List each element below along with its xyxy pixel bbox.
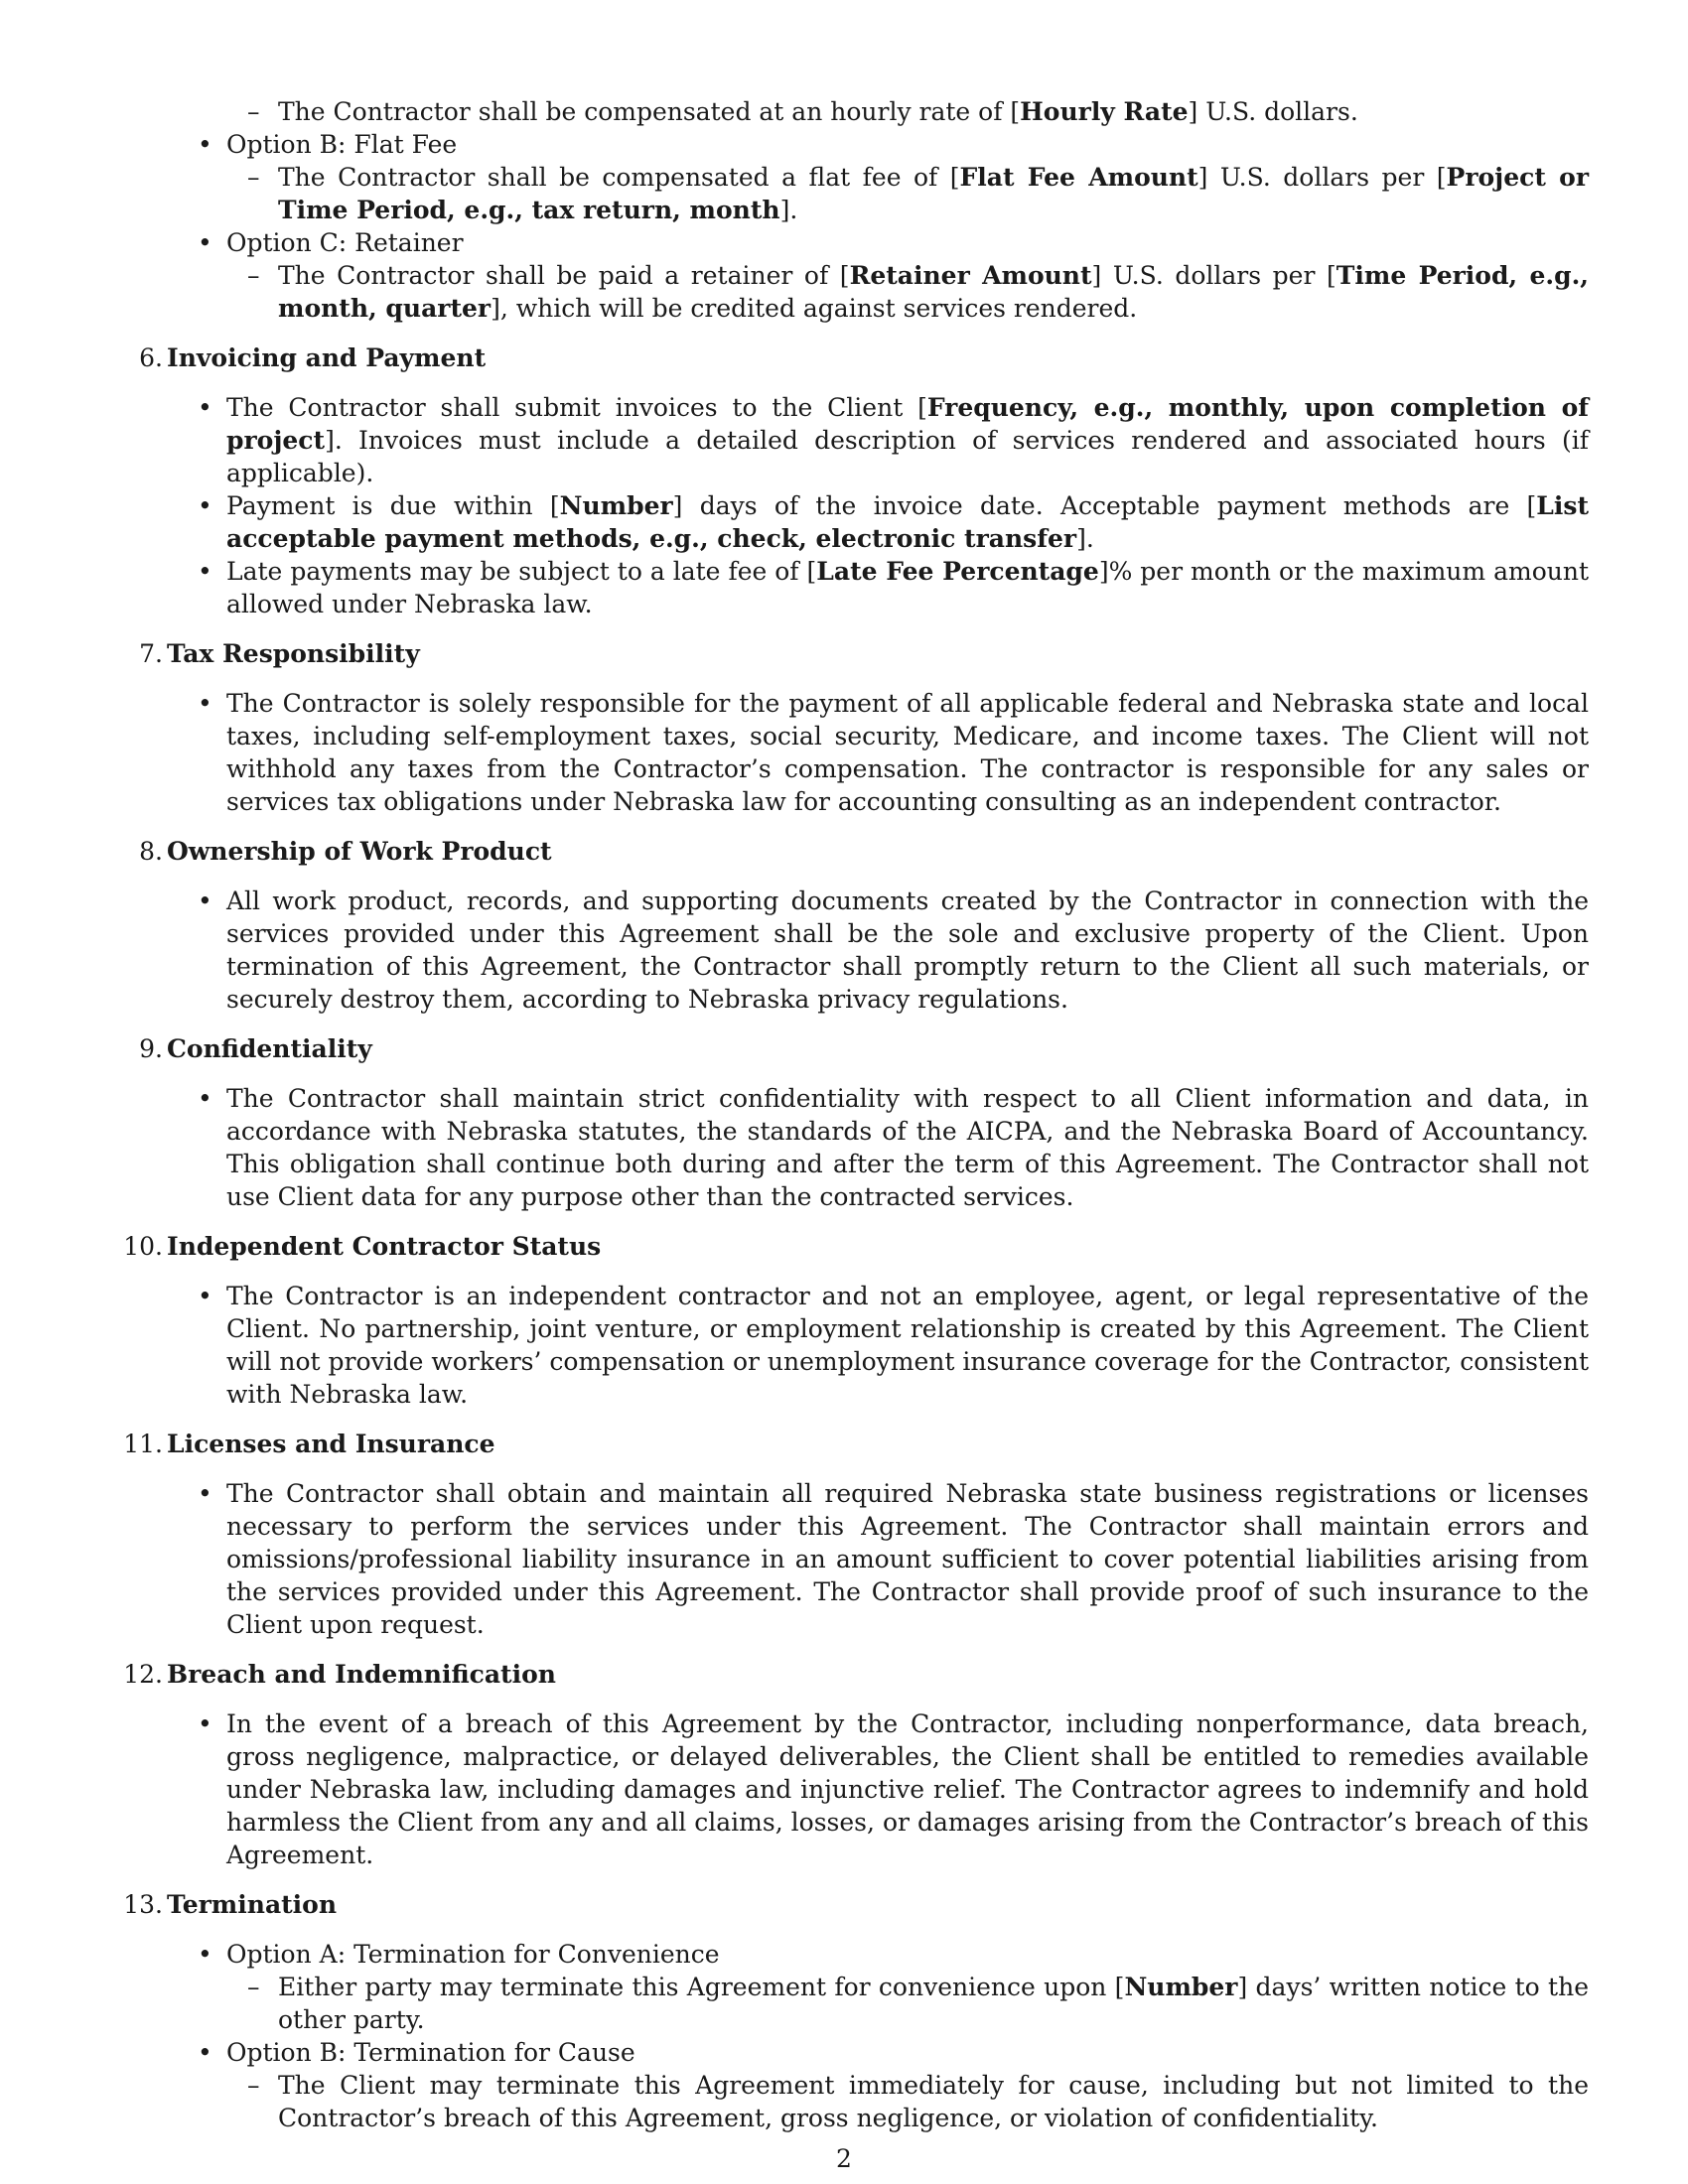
bullet-marker: •: [198, 2038, 212, 2067]
page-content: [125, 95, 1589, 2134]
termination-option-a-detail: – Either party may terminate this Agreement for convenience upon [Number] days’ written notice to the other party.: [247, 1973, 1589, 2034]
dash-marker: –: [247, 163, 260, 192]
invoicing-item-1: • The Contractor shall submit invoices to the Client [Frequency, e.g., monthly, upon completion of project]. Invoices must include a detailed description of services rendered and associated hours (if applicable).: [198, 393, 1589, 487]
section-number: 10.: [123, 1232, 163, 1261]
option-c-detail: – The Contractor shall be paid a retainer of [Retainer Amount] U.S. dollars per [Time Period, e.g., month, quarter], which will be credited against services rendered.: [247, 261, 1589, 323]
placeholder-notice-days: Number: [1124, 1973, 1238, 2001]
section-number: 9.: [139, 1034, 163, 1063]
option-b-detail: – The Contractor shall be compensated a flat fee of [Flat Fee Amount] U.S. dollars per [Project or Time Period, e.g., tax return, month].: [247, 163, 1589, 224]
dash-marker: –: [247, 2071, 260, 2100]
section-number: 6.: [139, 343, 163, 372]
dash-marker: –: [247, 1973, 260, 2001]
section-number: 8.: [139, 837, 163, 866]
termination-option-b-detail: – The Client may terminate this Agreement immediately for cause, including but not limited to the Contractor’s breach of this Agreement, gross negligence, or violation of confidentiality.: [247, 2071, 1589, 2132]
section-heading-licenses: 11. Licenses and Insurance: [123, 1430, 495, 1458]
invoicing-item-2: • Payment is due within [Number] days of the invoice date. Acceptable payment methods are [List acceptable payment methods, e.g., check, electronic transfer].: [198, 491, 1589, 553]
bullet-marker: •: [198, 1084, 212, 1113]
termination-option-a-label: • Option A: Termination for Convenience: [198, 1940, 720, 1969]
bullet-marker: •: [198, 393, 212, 422]
section-number: 11.: [123, 1430, 163, 1458]
page-number: 2: [836, 2144, 852, 2173]
bullet-marker: •: [198, 887, 212, 915]
confidentiality-item-1: • The Contractor shall maintain strict confidentiality with respect to all Client information and data, in accordance with Nebraska statutes, the standards of the AICPA, and the Nebraska Board of Accountancy. This obligation shall continue both during and after the term of this Agreement. The Contractor shall not use Client data for any purpose other than the contracted services.: [198, 1084, 1589, 1211]
bullet-marker: •: [198, 228, 212, 257]
section-heading-breach: 12. Breach and Indemnification: [123, 1660, 556, 1689]
invoicing-item-3: • Late payments may be subject to a late fee of [Late Fee Percentage]% per month or the maximum amount allowed under Nebraska law.: [198, 557, 1589, 618]
placeholder-retainer: Retainer Amount: [849, 261, 1092, 290]
section-heading-independent-contractor: 10. Independent Contractor Status: [123, 1232, 602, 1261]
termination-option-b-label: • Option B: Termination for Cause: [198, 2038, 635, 2067]
section-number: 12.: [123, 1660, 163, 1689]
placeholder-flat-fee: Flat Fee Amount: [959, 163, 1198, 192]
option-a-detail: – The Contractor shall be compensated at an hourly rate of [Hourly Rate] U.S. dollars.: [247, 97, 1358, 126]
section-heading-invoicing: 6. Invoicing and Payment: [139, 343, 487, 372]
bullet-marker: •: [198, 130, 212, 159]
bullet-marker: •: [198, 689, 212, 718]
bullet-marker: •: [198, 1282, 212, 1310]
section-heading-termination: 13. Termination: [123, 1890, 338, 1919]
section-number: 13.: [123, 1890, 163, 1919]
dash-marker: –: [247, 97, 260, 126]
bullet-marker: •: [198, 1479, 212, 1508]
placeholder-number: Number: [559, 491, 673, 520]
section-heading-confidentiality: 9. Confidentiality: [139, 1034, 372, 1063]
section-number: 7.: [139, 639, 163, 668]
placeholder-time-period: Time Period, e.g., month, quarter: [278, 261, 1589, 323]
dash-marker: –: [247, 261, 260, 290]
independent-contractor-item-1: • The Contractor is an independent contractor and not an employee, agent, or legal representative of the Client. No partnership, joint venture, or employment relationship is created by this Agreement. The Client will not provide workers’ compensation or unemployment insurance coverage for the Contractor, consistent with Nebraska law.: [198, 1282, 1589, 1409]
tax-item-1: • The Contractor is solely responsible for the payment of all applicable federal and Nebraska state and local taxes, including self-employment taxes, social security, Medicare, and income taxes. The Client will not withhold any taxes from the Contractor’s compensation. The contractor is responsible for any sales or services tax obligations under Nebraska law for accounting consulting as an independent contractor.: [198, 689, 1589, 816]
placeholder-payment-methods: List acceptable payment methods, e.g., check, electronic transfer: [226, 491, 1589, 553]
bullet-marker: •: [198, 491, 212, 520]
option-b-label: • Option B: Flat Fee: [198, 130, 458, 159]
placeholder-frequency: Frequency, e.g., monthly, upon completion of project: [226, 393, 1589, 455]
placeholder-late-fee: Late Fee Percentage: [816, 557, 1099, 586]
licenses-item-1: • The Contractor shall obtain and maintain all required Nebraska state business registrations or licenses necessary to perform the services under this Agreement. The Contractor shall maintain errors and omissions/professional liability insurance in an amount sufficient to cover potential liabilities arising from the services provided under this Agreement. The Contractor shall provide proof of such insurance to the Client upon request.: [198, 1479, 1589, 1639]
bullet-marker: •: [198, 1709, 212, 1738]
ownership-item-1: • All work product, records, and supporting documents created by the Contractor in connection with the services provided under this Agreement shall be the sole and exclusive property of the Client. Upon termination of this Agreement, the Contractor shall promptly return to the Client all such materials, or securely destroy them, according to Nebraska privacy regulations.: [198, 887, 1589, 1014]
section-heading-ownership: 8. Ownership of Work Product: [139, 837, 552, 866]
bullet-marker: •: [198, 557, 212, 586]
placeholder-hourly-rate: Hourly Rate: [1020, 97, 1189, 126]
bullet-marker: •: [198, 1940, 212, 1969]
placeholder-period: Project or Time Period, e.g., tax return, month: [278, 163, 1589, 224]
section-heading-tax: 7. Tax Responsibility: [139, 639, 420, 668]
option-c-label: • Option C: Retainer: [198, 228, 464, 257]
breach-item-1: • In the event of a breach of this Agreement by the Contractor, including nonperformance, data breach, gross negligence, malpractice, or delayed deliverables, the Client shall be entitled to remedies available under Nebraska law, including damages and injunctive relief. The Contractor agrees to indemnify and hold harmless the Client from any and all claims, losses, or damages arising from the Contractor’s breach of this Agreement.: [198, 1709, 1589, 1869]
